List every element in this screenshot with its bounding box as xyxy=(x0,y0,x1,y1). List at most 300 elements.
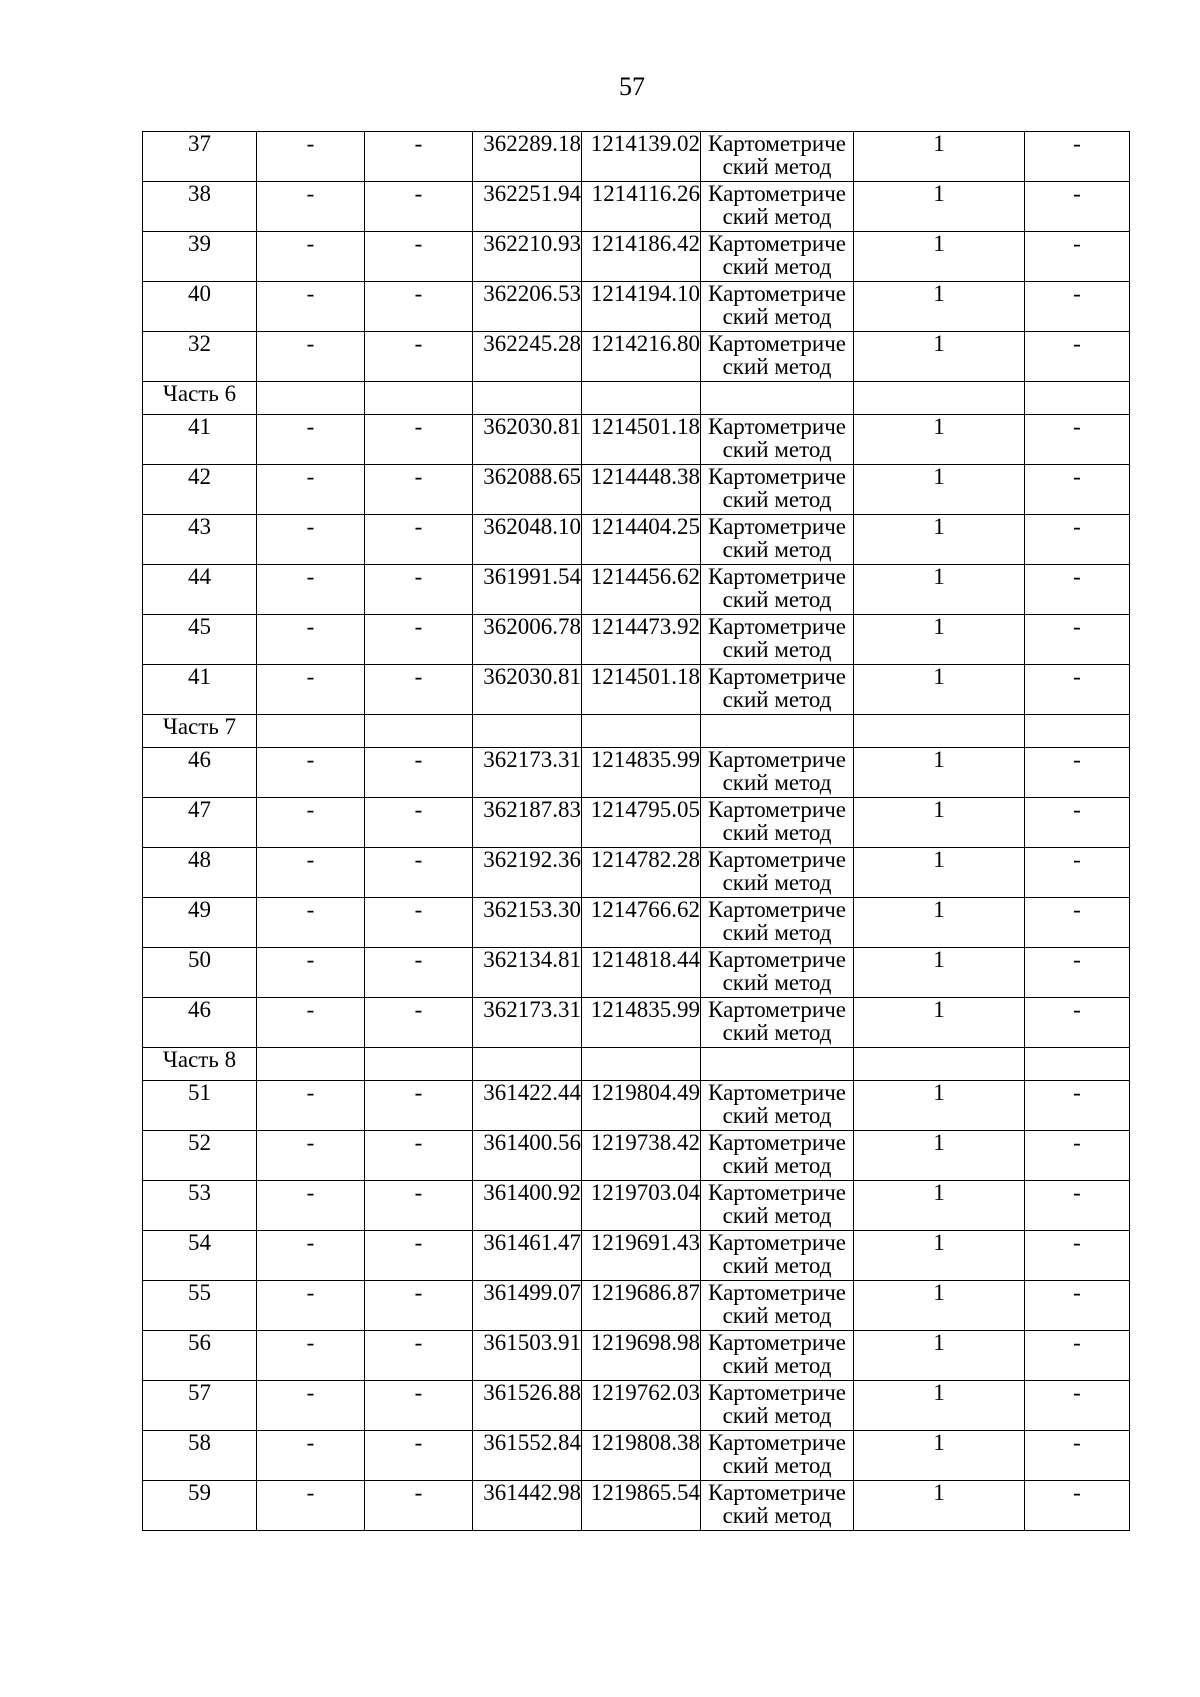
point-number-cell: 49 xyxy=(143,898,257,948)
empty-cell xyxy=(257,1048,365,1081)
x-coordinate-cell: 361422.44 xyxy=(473,1081,582,1131)
accuracy-cell: 1 xyxy=(854,565,1025,615)
method-text-line1: Картометриче xyxy=(708,1430,846,1455)
empty-cell xyxy=(257,715,365,748)
accuracy-cell: 1 xyxy=(854,515,1025,565)
method-text-line1: Картометриче xyxy=(708,331,846,356)
y-coordinate-cell: 1219762.03 xyxy=(582,1381,701,1431)
empty-cell xyxy=(473,715,582,748)
x-coordinate-cell: 361461.47 xyxy=(473,1231,582,1281)
x-coordinate-cell: 362289.18 xyxy=(473,132,582,182)
point-number-cell: 40 xyxy=(143,282,257,332)
method-cell xyxy=(701,1081,854,1131)
y-coordinate-cell: 1214194.10 xyxy=(582,282,701,332)
dash-cell: - xyxy=(257,848,365,898)
dash-cell: - xyxy=(1025,1431,1130,1481)
method-cell xyxy=(701,748,854,798)
dash-cell: - xyxy=(365,415,473,465)
accuracy-cell: 1 xyxy=(854,1281,1025,1331)
dash-cell: - xyxy=(257,798,365,848)
y-coordinate-cell: 1214186.42 xyxy=(582,232,701,282)
y-coordinate-cell: 1214116.26 xyxy=(582,182,701,232)
accuracy-cell: 1 xyxy=(854,465,1025,515)
method-text-line2: ский метод xyxy=(722,354,832,379)
dash-cell: - xyxy=(1025,1481,1130,1531)
method-cell xyxy=(701,898,854,948)
method-cell xyxy=(701,465,854,515)
table-row xyxy=(143,948,1130,998)
y-coordinate-cell: 1219691.43 xyxy=(582,1231,701,1281)
method-text-line1: Картометриче xyxy=(708,614,846,639)
dash-cell: - xyxy=(365,748,473,798)
table-row xyxy=(143,748,1130,798)
dash-cell: - xyxy=(365,898,473,948)
dash-cell: - xyxy=(1025,1231,1130,1281)
y-coordinate-cell: 1219865.54 xyxy=(582,1481,701,1531)
empty-cell xyxy=(854,382,1025,415)
y-coordinate-cell: 1219698.98 xyxy=(582,1331,701,1381)
dash-cell: - xyxy=(365,1181,473,1231)
table-row xyxy=(143,1431,1130,1481)
point-number-cell: 47 xyxy=(143,798,257,848)
dash-cell: - xyxy=(365,1381,473,1431)
dash-cell: - xyxy=(365,515,473,565)
point-number-cell: 53 xyxy=(143,1181,257,1231)
dash-cell: - xyxy=(365,1481,473,1531)
x-coordinate-cell: 362030.81 xyxy=(473,415,582,465)
method-text-line1: Картометриче xyxy=(708,231,846,256)
method-text-line2: ский метод xyxy=(722,1503,832,1528)
method-text-line2: ский метод xyxy=(722,587,832,612)
method-text-line2: ский метод xyxy=(722,870,832,895)
point-number-cell: 44 xyxy=(143,565,257,615)
accuracy-cell: 1 xyxy=(854,1181,1025,1231)
method-text-line1: Картометриче xyxy=(708,281,846,306)
method-text-line1: Картометриче xyxy=(708,1480,846,1505)
dash-cell: - xyxy=(257,1431,365,1481)
empty-cell xyxy=(582,382,701,415)
empty-cell xyxy=(701,382,854,415)
method-text-line2: ский метод xyxy=(722,920,832,945)
point-number-cell: 50 xyxy=(143,948,257,998)
method-text-line2: ский метод xyxy=(722,487,832,512)
x-coordinate-cell: 361442.98 xyxy=(473,1481,582,1531)
dash-cell: - xyxy=(257,1281,365,1331)
point-number-cell: 37 xyxy=(143,132,257,182)
x-coordinate-cell: 362134.81 xyxy=(473,948,582,998)
empty-cell xyxy=(1025,1048,1130,1081)
table-row xyxy=(143,565,1130,615)
table-row xyxy=(143,1331,1130,1381)
dash-cell: - xyxy=(257,132,365,182)
point-number-cell: 48 xyxy=(143,848,257,898)
empty-cell xyxy=(473,1048,582,1081)
dash-cell: - xyxy=(365,332,473,382)
dash-cell: - xyxy=(1025,465,1130,515)
accuracy-cell: 1 xyxy=(854,415,1025,465)
method-cell xyxy=(701,415,854,465)
y-coordinate-cell: 1219703.04 xyxy=(582,1181,701,1231)
table-row xyxy=(143,1181,1130,1231)
dash-cell: - xyxy=(1025,1331,1130,1381)
table-row xyxy=(143,665,1130,715)
accuracy-cell: 1 xyxy=(854,1331,1025,1381)
method-text-line1: Картометриче xyxy=(708,514,846,539)
dash-cell: - xyxy=(365,1131,473,1181)
empty-cell xyxy=(582,715,701,748)
dash-cell: - xyxy=(365,1431,473,1481)
dash-cell: - xyxy=(1025,1181,1130,1231)
part-label: Часть 7 xyxy=(143,715,257,748)
coordinates-table-body xyxy=(143,132,1130,1531)
empty-cell xyxy=(854,715,1025,748)
table-row xyxy=(143,282,1130,332)
y-coordinate-cell: 1219804.49 xyxy=(582,1081,701,1131)
dash-cell: - xyxy=(365,1331,473,1381)
method-cell xyxy=(701,1231,854,1281)
dash-cell: - xyxy=(1025,182,1130,232)
x-coordinate-cell: 362088.65 xyxy=(473,465,582,515)
x-coordinate-cell: 361400.56 xyxy=(473,1131,582,1181)
accuracy-cell: 1 xyxy=(854,332,1025,382)
table-row xyxy=(143,1381,1130,1431)
dash-cell: - xyxy=(365,182,473,232)
method-text-line2: ский метод xyxy=(722,820,832,845)
dash-cell: - xyxy=(257,1381,365,1431)
method-cell xyxy=(701,132,854,182)
y-coordinate-cell: 1214818.44 xyxy=(582,948,701,998)
empty-cell xyxy=(473,382,582,415)
method-text-line1: Картометриче xyxy=(708,1180,846,1205)
empty-cell xyxy=(701,1048,854,1081)
dash-cell: - xyxy=(365,848,473,898)
dash-cell: - xyxy=(257,1331,365,1381)
x-coordinate-cell: 362187.83 xyxy=(473,798,582,848)
dash-cell: - xyxy=(1025,282,1130,332)
x-coordinate-cell: 362245.28 xyxy=(473,332,582,382)
dash-cell: - xyxy=(365,282,473,332)
y-coordinate-cell: 1214139.02 xyxy=(582,132,701,182)
y-coordinate-cell: 1214501.18 xyxy=(582,665,701,715)
accuracy-cell: 1 xyxy=(854,748,1025,798)
point-number-cell: 54 xyxy=(143,1231,257,1281)
method-text-line1: Картометриче xyxy=(708,564,846,589)
point-number-cell: 42 xyxy=(143,465,257,515)
dash-cell: - xyxy=(1025,1081,1130,1131)
method-text-line2: ский метод xyxy=(722,154,832,179)
method-text-line2: ский метод xyxy=(722,1020,832,1045)
accuracy-cell: 1 xyxy=(854,132,1025,182)
y-coordinate-cell: 1214782.28 xyxy=(582,848,701,898)
coordinates-table xyxy=(142,131,1130,1531)
accuracy-cell: 1 xyxy=(854,182,1025,232)
method-text-line1: Картометриче xyxy=(708,1380,846,1405)
y-coordinate-cell: 1214766.62 xyxy=(582,898,701,948)
table-row xyxy=(143,848,1130,898)
y-coordinate-cell: 1214216.80 xyxy=(582,332,701,382)
dash-cell: - xyxy=(1025,415,1130,465)
method-cell xyxy=(701,948,854,998)
dash-cell: - xyxy=(365,465,473,515)
accuracy-cell: 1 xyxy=(854,1231,1025,1281)
dash-cell: - xyxy=(257,615,365,665)
y-coordinate-cell: 1214835.99 xyxy=(582,998,701,1048)
dash-cell: - xyxy=(1025,1131,1130,1181)
method-text-line1: Картометриче xyxy=(708,947,846,972)
empty-cell xyxy=(257,382,365,415)
empty-cell xyxy=(1025,382,1130,415)
x-coordinate-cell: 362251.94 xyxy=(473,182,582,232)
method-text-line2: ский метод xyxy=(722,204,832,229)
y-coordinate-cell: 1214448.38 xyxy=(582,465,701,515)
method-cell xyxy=(701,1381,854,1431)
dash-cell: - xyxy=(1025,565,1130,615)
dash-cell: - xyxy=(1025,898,1130,948)
accuracy-cell: 1 xyxy=(854,615,1025,665)
method-text-line1: Картометриче xyxy=(708,664,846,689)
method-text-line2: ский метод xyxy=(722,254,832,279)
x-coordinate-cell: 361526.88 xyxy=(473,1381,582,1431)
dash-cell: - xyxy=(365,1281,473,1331)
method-text-line1: Картометриче xyxy=(708,1280,846,1305)
dash-cell: - xyxy=(257,515,365,565)
table-row xyxy=(143,465,1130,515)
table-row xyxy=(143,898,1130,948)
method-text-line1: Картометриче xyxy=(708,847,846,872)
method-text-line1: Картометриче xyxy=(708,414,846,439)
method-cell xyxy=(701,798,854,848)
dash-cell: - xyxy=(365,132,473,182)
method-text-line2: ский метод xyxy=(722,1303,832,1328)
method-cell xyxy=(701,1331,854,1381)
part-label: Часть 8 xyxy=(143,1048,257,1081)
accuracy-cell: 1 xyxy=(854,948,1025,998)
method-text-line2: ский метод xyxy=(722,304,832,329)
table-row xyxy=(143,998,1130,1048)
x-coordinate-cell: 362153.30 xyxy=(473,898,582,948)
method-cell xyxy=(701,232,854,282)
dash-cell: - xyxy=(257,565,365,615)
table-row xyxy=(143,1231,1130,1281)
dash-cell: - xyxy=(257,282,365,332)
page-number: 57 xyxy=(619,72,645,101)
method-cell xyxy=(701,615,854,665)
method-text-line1: Картометриче xyxy=(708,1230,846,1255)
method-text-line1: Картометриче xyxy=(708,131,846,156)
method-cell xyxy=(701,848,854,898)
method-text-line1: Картометриче xyxy=(708,181,846,206)
dash-cell: - xyxy=(257,232,365,282)
dash-cell: - xyxy=(257,182,365,232)
table-row xyxy=(143,1281,1130,1331)
table-row xyxy=(143,515,1130,565)
dash-cell: - xyxy=(257,665,365,715)
method-cell xyxy=(701,182,854,232)
method-cell xyxy=(701,282,854,332)
method-cell xyxy=(701,1181,854,1231)
method-text-line2: ский метод xyxy=(722,537,832,562)
x-coordinate-cell: 361503.91 xyxy=(473,1331,582,1381)
accuracy-cell: 1 xyxy=(854,1381,1025,1431)
dash-cell: - xyxy=(257,332,365,382)
point-number-cell: 57 xyxy=(143,1381,257,1431)
x-coordinate-cell: 362210.93 xyxy=(473,232,582,282)
dash-cell: - xyxy=(257,948,365,998)
method-text-line1: Картометриче xyxy=(708,1330,846,1355)
method-text-line1: Картометриче xyxy=(708,464,846,489)
empty-cell xyxy=(582,1048,701,1081)
dash-cell: - xyxy=(365,1081,473,1131)
dash-cell: - xyxy=(1025,948,1130,998)
dash-cell: - xyxy=(365,615,473,665)
dash-cell: - xyxy=(365,665,473,715)
method-text-line2: ский метод xyxy=(722,1153,832,1178)
dash-cell: - xyxy=(257,898,365,948)
part-header-row xyxy=(143,382,1130,415)
dash-cell: - xyxy=(1025,132,1130,182)
method-cell xyxy=(701,1481,854,1531)
empty-cell xyxy=(365,1048,473,1081)
table-row xyxy=(143,1131,1130,1181)
empty-cell xyxy=(365,715,473,748)
y-coordinate-cell: 1214404.25 xyxy=(582,515,701,565)
point-number-cell: 39 xyxy=(143,232,257,282)
method-text-line1: Картометриче xyxy=(708,897,846,922)
dash-cell: - xyxy=(257,998,365,1048)
point-number-cell: 41 xyxy=(143,415,257,465)
method-text-line2: ский метод xyxy=(722,687,832,712)
dash-cell: - xyxy=(1025,332,1130,382)
point-number-cell: 45 xyxy=(143,615,257,665)
method-text-line1: Картометриче xyxy=(708,1080,846,1105)
method-text-line1: Картометриче xyxy=(708,1130,846,1155)
dash-cell: - xyxy=(1025,798,1130,848)
table-row xyxy=(143,332,1130,382)
table-row xyxy=(143,232,1130,282)
dash-cell: - xyxy=(257,1081,365,1131)
y-coordinate-cell: 1214835.99 xyxy=(582,748,701,798)
point-number-cell: 38 xyxy=(143,182,257,232)
point-number-cell: 43 xyxy=(143,515,257,565)
dash-cell: - xyxy=(257,1181,365,1231)
point-number-cell: 51 xyxy=(143,1081,257,1131)
table-row xyxy=(143,798,1130,848)
method-cell xyxy=(701,1431,854,1481)
x-coordinate-cell: 361991.54 xyxy=(473,565,582,615)
table-row xyxy=(143,182,1130,232)
dash-cell: - xyxy=(365,798,473,848)
point-number-cell: 52 xyxy=(143,1131,257,1181)
dash-cell: - xyxy=(365,948,473,998)
method-cell xyxy=(701,332,854,382)
method-text-line2: ский метод xyxy=(722,970,832,995)
dash-cell: - xyxy=(1025,1381,1130,1431)
y-coordinate-cell: 1219686.87 xyxy=(582,1281,701,1331)
method-text-line2: ский метод xyxy=(722,1253,832,1278)
x-coordinate-cell: 362206.53 xyxy=(473,282,582,332)
dash-cell: - xyxy=(1025,1281,1130,1331)
x-coordinate-cell: 362048.10 xyxy=(473,515,582,565)
dash-cell: - xyxy=(365,232,473,282)
method-text-line2: ский метод xyxy=(722,1203,832,1228)
method-cell xyxy=(701,998,854,1048)
accuracy-cell: 1 xyxy=(854,665,1025,715)
method-text-line2: ский метод xyxy=(722,637,832,662)
accuracy-cell: 1 xyxy=(854,848,1025,898)
dash-cell: - xyxy=(365,1231,473,1281)
part-header-row xyxy=(143,1048,1130,1081)
dash-cell: - xyxy=(1025,232,1130,282)
x-coordinate-cell: 361400.92 xyxy=(473,1181,582,1231)
method-text-line1: Картометриче xyxy=(708,747,846,772)
method-text-line2: ский метод xyxy=(722,1353,832,1378)
dash-cell: - xyxy=(257,1131,365,1181)
table-row xyxy=(143,132,1130,182)
method-text-line1: Картометриче xyxy=(708,797,846,822)
dash-cell: - xyxy=(257,748,365,798)
point-number-cell: 32 xyxy=(143,332,257,382)
x-coordinate-cell: 362030.81 xyxy=(473,665,582,715)
method-text-line1: Картометриче xyxy=(708,997,846,1022)
x-coordinate-cell: 362006.78 xyxy=(473,615,582,665)
table-row xyxy=(143,615,1130,665)
empty-cell xyxy=(854,1048,1025,1081)
y-coordinate-cell: 1214501.18 xyxy=(582,415,701,465)
y-coordinate-cell: 1219808.38 xyxy=(582,1431,701,1481)
table-row xyxy=(143,1481,1130,1531)
dash-cell: - xyxy=(257,465,365,515)
point-number-cell: 46 xyxy=(143,998,257,1048)
point-number-cell: 41 xyxy=(143,665,257,715)
x-coordinate-cell: 362173.31 xyxy=(473,998,582,1048)
accuracy-cell: 1 xyxy=(854,1131,1025,1181)
point-number-cell: 59 xyxy=(143,1481,257,1531)
dash-cell: - xyxy=(365,565,473,615)
point-number-cell: 46 xyxy=(143,748,257,798)
method-cell xyxy=(701,665,854,715)
x-coordinate-cell: 362192.36 xyxy=(473,848,582,898)
dash-cell: - xyxy=(257,1481,365,1531)
table-row xyxy=(143,415,1130,465)
point-number-cell: 55 xyxy=(143,1281,257,1331)
dash-cell: - xyxy=(365,998,473,1048)
x-coordinate-cell: 362173.31 xyxy=(473,748,582,798)
empty-cell xyxy=(1025,715,1130,748)
y-coordinate-cell: 1214473.92 xyxy=(582,615,701,665)
dash-cell: - xyxy=(1025,515,1130,565)
method-cell xyxy=(701,565,854,615)
method-cell xyxy=(701,515,854,565)
accuracy-cell: 1 xyxy=(854,282,1025,332)
method-text-line2: ский метод xyxy=(722,1403,832,1428)
part-label: Часть 6 xyxy=(143,382,257,415)
method-cell xyxy=(701,1131,854,1181)
dash-cell: - xyxy=(1025,615,1130,665)
dash-cell: - xyxy=(1025,998,1130,1048)
empty-cell xyxy=(701,715,854,748)
method-text-line2: ский метод xyxy=(722,770,832,795)
accuracy-cell: 1 xyxy=(854,1431,1025,1481)
accuracy-cell: 1 xyxy=(854,1481,1025,1531)
dash-cell: - xyxy=(257,415,365,465)
dash-cell: - xyxy=(257,1231,365,1281)
method-text-line2: ский метод xyxy=(722,1453,832,1478)
y-coordinate-cell: 1214795.05 xyxy=(582,798,701,848)
point-number-cell: 56 xyxy=(143,1331,257,1381)
method-text-line2: ский метод xyxy=(722,437,832,462)
dash-cell: - xyxy=(1025,665,1130,715)
dash-cell: - xyxy=(1025,848,1130,898)
